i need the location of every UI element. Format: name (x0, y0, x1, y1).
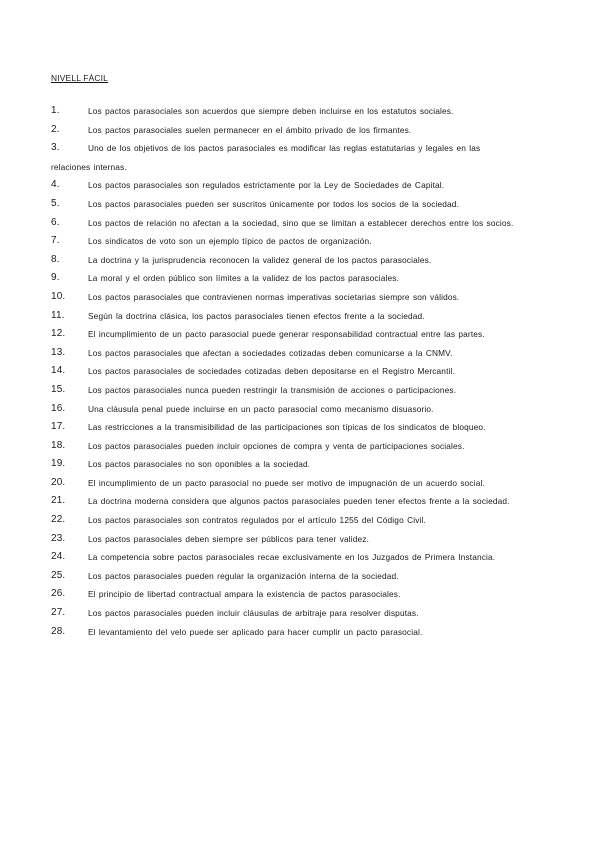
list-item (51, 288, 521, 307)
item-number: 7. (51, 235, 60, 247)
item-number: 24. (51, 551, 66, 563)
item-number: 27. (51, 607, 66, 619)
item-text: La moral y el orden público son límites a la validez de los pactos parasociales. (88, 273, 399, 284)
item-number: 6. (51, 216, 60, 228)
item-number: 8. (51, 253, 60, 265)
item-number: 19. (51, 458, 66, 470)
list-item (51, 585, 521, 604)
item-text: Los pactos parasociales pueden incluir cláusulas de arbitraje para resolver disputas. (88, 608, 419, 619)
item-text: La doctrina y la jurisprudencia reconocen la validez general de los pactos parasociales. (88, 254, 432, 265)
item-number: 17. (51, 421, 66, 433)
list-item (51, 437, 521, 456)
item-text: La doctrina moderna considera que algunos pactos parasociales pueden tener efectos frente a la sociedad. (88, 496, 510, 507)
item-text: El incumplimiento de un pacto parasocial puede generar responsabilidad contractual entre las partes. (88, 329, 485, 340)
item-number: 15. (51, 383, 66, 395)
item-number: 13. (51, 346, 66, 358)
item-text: Los pactos de relación no afectan a la sociedad, sino que se limitan a establecer derechos entre los socios. (88, 217, 514, 228)
item-number: 20. (51, 476, 66, 488)
item-number: 23. (51, 532, 66, 544)
list-item (51, 400, 521, 419)
list-item (51, 214, 521, 233)
item-text: Los pactos parasociales son acuerdos que siempre deben incluirse en los estatutos sociales. (88, 106, 454, 116)
item-number: 9. (51, 272, 60, 284)
item-text: Los pactos parasociales pueden incluir opciones de compra y venta de participaciones sociales. (88, 440, 465, 451)
item-number: 10. (51, 290, 66, 302)
item-number: 3. (51, 142, 60, 154)
item-text: Los pactos parasociales nunca pueden restringir la transmisión de acciones o participaciones. (88, 384, 457, 395)
item-text: Los pactos parasociales que afectan a sociedades cotizadas deben comunicarse a la CNMV. (88, 347, 453, 358)
item-text: Las restricciones a la transmisibilidad de las participaciones son típicas de los sindicatos de bloqueo. (88, 422, 486, 433)
list-item (51, 176, 521, 195)
item-text: Una cláusula penal puede incluirse en un pacto parasocial como mecanismo disuasorio. (88, 403, 434, 414)
section-heading: NIVELL FÀCIL (51, 73, 109, 83)
list-item (51, 307, 521, 326)
item-number: 28. (51, 625, 66, 637)
list-item (51, 511, 521, 530)
item-text: Los pactos parasociales son contratos regulados por el artículo 1255 del Código Civil. (88, 515, 426, 526)
item-text: Los pactos parasociales deben siempre ser públicos para tener validez. (88, 533, 370, 544)
list-item (51, 325, 521, 344)
item-text: Los pactos parasociales son regulados estrictamente por la Ley de Sociedades de Capital. (88, 180, 445, 191)
list-item (51, 139, 521, 176)
item-number: 12. (51, 328, 66, 340)
item-number: 2. (51, 123, 60, 135)
item-text: Los pactos parasociales pueden ser suscritos únicamente por todos los socios de la sociedad. (88, 198, 460, 209)
item-text: Según la doctrina clásica, los pactos parasociales tienen efectos frente a la sociedad. (88, 310, 425, 321)
item-number: 4. (51, 179, 60, 191)
item-text: Los pactos parasociales pueden regular la organización interna de la sociedad. (88, 570, 399, 581)
list-item (51, 232, 521, 251)
list-item (51, 121, 521, 140)
item-text: El principio de libertad contractual ampara la existencia de pactos parasociales. (88, 589, 401, 600)
item-number: 1. (51, 105, 60, 116)
item-number: 11. (51, 309, 65, 321)
item-text: El incumplimiento de un pacto parasocial no puede ser motivo de impugnación de un acuerdo social. (88, 477, 485, 488)
list-item (51, 455, 521, 474)
list-item (51, 362, 521, 381)
item-number: 18. (51, 439, 66, 451)
item-text: Los pactos parasociales suelen permanecer en el ámbito privado de los firmantes. (88, 124, 412, 135)
list-item (51, 567, 521, 586)
item-text: El levantamiento del velo puede ser aplicado para hacer cumplir un pacto parasocial. (88, 626, 423, 637)
list-item (51, 604, 521, 623)
item-text: La competencia sobre pactos parasociales recae exclusivamente en los Juzgados de Primera Instancia. (88, 552, 496, 563)
list-item (51, 492, 521, 511)
item-number: 26. (51, 588, 66, 600)
list-item (51, 251, 521, 270)
item-text: Los pactos parasociales de sociedades cotizadas deben depositarse en el Registro Mercantil. (88, 366, 455, 377)
list-item (51, 269, 521, 288)
list-item (51, 474, 521, 493)
list-item (51, 530, 521, 549)
list-item (51, 344, 521, 363)
item-number: 21. (51, 495, 66, 507)
item-number: 22. (51, 514, 66, 526)
list-item (51, 623, 521, 642)
list-item (51, 381, 521, 400)
list-item (51, 195, 521, 214)
list-item (51, 102, 521, 121)
statement-list (51, 102, 521, 641)
list-item (51, 548, 521, 567)
item-text: Los sindicatos de voto son un ejemplo típico de pactos de organización. (88, 236, 372, 247)
item-number: 16. (51, 402, 66, 414)
item-number: 25. (51, 569, 66, 581)
item-text: Los pactos parasociales que contravienen normas imperativas societarias siempre son válidos. (88, 291, 460, 302)
item-text: Uno de los objetivos de los pactos parasociales es modificar las reglas estatutarias y legales en las relaciones internas. (51, 143, 481, 172)
list-item (51, 418, 521, 437)
item-text: Los pactos parasociales no son oponibles a la sociedad. (88, 459, 311, 470)
item-number: 14. (51, 365, 66, 377)
item-number: 5. (51, 197, 60, 209)
